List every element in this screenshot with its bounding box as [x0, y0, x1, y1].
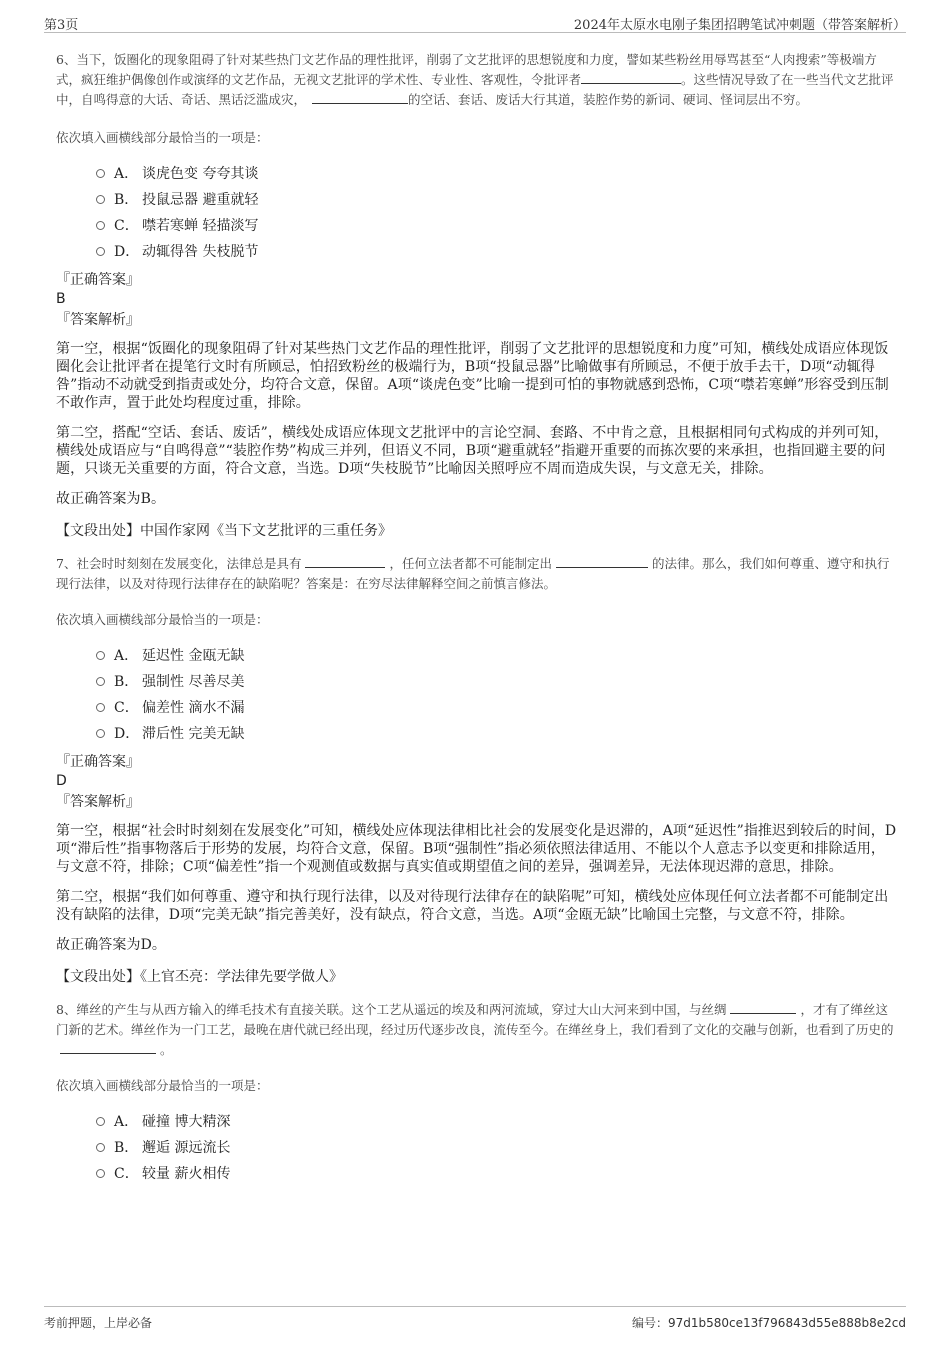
- question-6: [56, 50, 898, 540]
- option-text: 动辄得咎 失枝脱节: [142, 244, 259, 260]
- question-text-part: 的法律。那么，我们如何尊重、遵守和执行现行法律，以及对待现行法律存在的缺陷呢？答案是：在穷尽法律解释空间之前慎言修法。: [56, 556, 890, 591]
- source-citation: 【文段出处】《上官丕亮：学法律先要学做人》: [56, 969, 343, 985]
- source-citation: 【文段出处】中国作家网《当下文艺批评的三重任务》: [56, 523, 392, 539]
- option-letter: A．: [114, 648, 139, 664]
- radio-icon[interactable]: [96, 703, 105, 712]
- radio-icon[interactable]: [96, 195, 105, 204]
- option-list: [96, 160, 898, 264]
- question-text-part: 6、当下，饭圈化的现象阻碍了针对某些热门文艺作品的理性批评，削弱了文艺批评的思想锐度和力度，譬如某些粉丝用辱骂甚至“人肉搜索”等极端方式，疯狂维护偶像创作或演绎的文艺作品，无视文艺批评的学术性、专业性、客观性，令批评者: [56, 52, 877, 87]
- radio-icon[interactable]: [96, 247, 105, 256]
- option-text: 噤若寒蝉 轻描淡写: [142, 218, 259, 234]
- option-text: 强制性 尽善尽美: [142, 674, 245, 690]
- question-text-part: ，才有了缂丝这门新的艺术。缂丝作为一门工艺，最晚在唐代就已经出现，经过历代逐步改良，流传至今。在缂丝身上，我们看到了文化的交融与创新，也看到了历史的: [56, 1002, 894, 1037]
- question-text-part: 。: [160, 1042, 173, 1057]
- option-text: 谈虎色变 夸夸其谈: [142, 166, 259, 182]
- option-text: 偏差性 滴水不漏: [142, 700, 245, 716]
- analysis-conclusion: 故正确答案为D。: [56, 937, 167, 953]
- answer-value: D: [56, 773, 67, 789]
- radio-icon[interactable]: [96, 729, 105, 738]
- answer-label: 『正确答案』: [56, 754, 140, 770]
- option-letter: A．: [114, 1114, 139, 1130]
- question-text-part: 。这些情况导致了在一些当代文艺批评中，自鸣得意的大话、奇话、黑话泛滥成灾，: [56, 72, 894, 107]
- radio-icon[interactable]: [96, 651, 105, 660]
- page-number: 第3页: [44, 18, 79, 33]
- fill-blank: [60, 1041, 156, 1054]
- option-b[interactable]: [96, 1134, 898, 1160]
- option-c[interactable]: [96, 694, 898, 720]
- option-letter: B．: [114, 674, 139, 690]
- option-a[interactable]: [96, 642, 898, 668]
- document-code: [632, 1314, 906, 1331]
- option-letter: A．: [114, 166, 139, 182]
- option-b[interactable]: [96, 668, 898, 694]
- option-d[interactable]: [96, 720, 898, 746]
- code-label: 编号：: [632, 1316, 669, 1330]
- radio-icon[interactable]: [96, 221, 105, 230]
- option-letter: C．: [114, 700, 139, 716]
- fill-blank: [581, 71, 681, 84]
- option-text: 较量 薪火相传: [142, 1166, 231, 1182]
- option-c[interactable]: [96, 1160, 898, 1186]
- question-text: [56, 50, 898, 110]
- option-text: 邂逅 源远流长: [142, 1140, 231, 1156]
- fill-blank: [312, 91, 408, 104]
- question-prompt: 依次填入画横线部分最恰当的一项是：: [56, 612, 269, 627]
- analysis-label: 『答案解析』: [56, 312, 140, 328]
- option-letter: C．: [114, 1166, 139, 1182]
- question-prompt: 依次填入画横线部分最恰当的一项是：: [56, 130, 269, 145]
- option-text: 碰撞 博大精深: [142, 1114, 231, 1130]
- option-c[interactable]: [96, 212, 898, 238]
- fill-blank: [305, 555, 385, 568]
- footer-slogan: 考前押题，上岸必备: [44, 1316, 153, 1330]
- answer-value: B: [56, 291, 66, 307]
- analysis-paragraph: 第一空，根据“饭圈化的现象阻碍了针对某些热门文艺作品的理性批评，削弱了文艺批评的思想锐度和力度”可知，横线处成语应体现饭圈化会让批评者在提笔行文时有所顾忌，怕招致粉丝的极端行为，B项“投鼠忌器”比喻做事有所顾忌，不便于放手去干，D项“动辄得咎”指动不动就受到指责或处分，均符合文意，保留。A项“谈虎色变”比喻一提到可怕的事物就感到恐怖，C项“噤若寒蝉”形容受到压制不敢作声，置于此处均程度过重，排除。: [56, 341, 889, 411]
- question-text-part: 8、缂丝的产生与从西方输入的缂毛技术有直接关联。这个工艺从遥远的埃及和两河流域，穿过大山大河来到中国，与丝绸: [56, 1002, 727, 1017]
- document-title: 2024年太原水电刚子集团招聘笔试冲刺题（带答案解析）: [573, 18, 906, 33]
- fill-blank: [556, 555, 648, 568]
- option-b[interactable]: [96, 186, 898, 212]
- option-list: [96, 1108, 898, 1186]
- question-7: [56, 554, 898, 986]
- radio-icon[interactable]: [96, 1169, 105, 1178]
- option-a[interactable]: [96, 1108, 898, 1134]
- option-a[interactable]: [96, 160, 898, 186]
- option-text: 滞后性 完美无缺: [142, 726, 245, 742]
- analysis-label: 『答案解析』: [56, 794, 140, 810]
- option-letter: D．: [114, 726, 140, 742]
- analysis-paragraph: 第一空，根据“社会时时刻刻在发展变化”可知，横线处应体现法律相比社会的发展变化是迟滞的，A项“延迟性”指推迟到较后的时间，D项“滞后性”指事物落后于形势的发展，均符合文意，保留。B项“强制性”指必须依照法律适用、不能以个人意志予以变更和排除适用，与文意不符，排除；C项“偏差性”指一个观测值或数据与真实值或期望值之间的差异，强调差异，无法体现迟滞的意思，排除。: [56, 823, 897, 875]
- analysis-conclusion: 故正确答案为B。: [56, 491, 166, 507]
- code-value: 97d1b580ce13f796843d55e888b8e2cd: [668, 1316, 906, 1330]
- option-letter: D．: [114, 244, 140, 260]
- option-list: [96, 642, 898, 746]
- option-letter: B．: [114, 1140, 139, 1156]
- option-text: 投鼠忌器 避重就轻: [142, 192, 259, 208]
- page-header: [44, 10, 906, 33]
- page-footer: [44, 1306, 906, 1333]
- analysis-paragraph: 第二空，根据“我们如何尊重、遵守和执行现行法律，以及对待现行法律存在的缺陷呢”可知，横线处应体现任何立法者都不可能制定出没有缺陷的法律，D项“完美无缺”指完善美好，没有缺点，符合文意，当选。A项“金瓯无缺”比喻国土完整，与文意不符，排除。: [56, 889, 889, 923]
- option-letter: B．: [114, 192, 139, 208]
- question-text-part: 的空话、套话、废话大行其道，装腔作势的新词、硬词、怪词层出不穷。: [408, 92, 809, 107]
- question-text-part: 7、社会时时刻刻在发展变化，法律总是具有: [56, 556, 302, 571]
- option-d[interactable]: [96, 238, 898, 264]
- radio-icon[interactable]: [96, 1117, 105, 1126]
- question-text: [56, 1000, 898, 1060]
- question-text-part: ，任何立法者都不可能制定出: [389, 556, 552, 571]
- question-8: [56, 1000, 898, 1186]
- question-text: [56, 554, 898, 594]
- answer-label: 『正确答案』: [56, 272, 140, 288]
- question-prompt: 依次填入画横线部分最恰当的一项是：: [56, 1078, 269, 1093]
- radio-icon[interactable]: [96, 677, 105, 686]
- document-content: [56, 50, 898, 1192]
- fill-blank: [730, 1001, 796, 1014]
- option-letter: C．: [114, 218, 139, 234]
- option-text: 延迟性 金瓯无缺: [142, 648, 245, 664]
- radio-icon[interactable]: [96, 1143, 105, 1152]
- analysis-paragraph: 第二空，搭配“空话、套话、废话”，横线处成语应体现文艺批评中的言论空洞、套路、不中肯之意，且根据相同句式构成的并列可知，横线处成语应与“自鸣得意”“装腔作势”构成三并列，但语义不同，B项“避重就轻”指避开重要的而拣次要的来承担，也指回避主要的问题，只谈无关重要的方面，符合文意，当选。D项“失枝脱节”比喻因关照呼应不周而造成失误，与文意无关，排除。: [56, 425, 889, 477]
- radio-icon[interactable]: [96, 169, 105, 178]
